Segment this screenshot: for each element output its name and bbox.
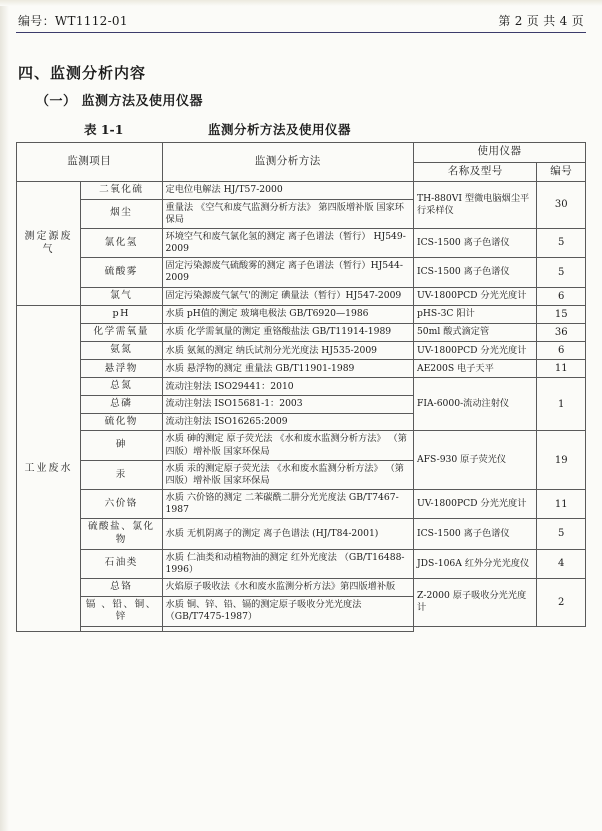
page-header (0, 8, 602, 38)
instrument-text: UV-1800PCD 分光光度计 (413, 287, 537, 305)
instrument-number: 2 (537, 578, 586, 626)
header-method: 监测分析方法 (162, 143, 413, 182)
instrument-text: pHS-3C 阳计 (413, 305, 537, 323)
item-label: 化学需氧量 (80, 323, 162, 341)
method-text: 流动注射法 ISO29441：2010 (162, 378, 413, 396)
item-label: 悬浮物 (80, 360, 162, 378)
table-row (17, 489, 586, 518)
instrument-text: FIA-6000-流动注射仪 (413, 378, 537, 431)
instrument-text: ICS-1500 离子色谱仪 (413, 228, 537, 257)
table-row (17, 360, 586, 378)
item-label: 镉 、铅、铜、锌 (80, 596, 162, 626)
method-text: 水质 化学需氧量的测定 重铬酸盐法 GB/T11914-1989 (162, 323, 413, 341)
group-label-waste-water: 工业废水 (17, 305, 81, 631)
header-item: 监测项目 (17, 143, 163, 182)
method-text (162, 626, 413, 631)
table-row (17, 519, 586, 549)
monitoring-methods-table (16, 142, 586, 632)
section-heading: 四、监测分析内容 (18, 64, 147, 82)
item-label: 硫酸雾 (80, 258, 162, 287)
item-label: 总氮 (80, 378, 162, 396)
instrument-text: AFS-930 原子荧光仪 (413, 431, 537, 490)
item-label: 六价铬 (80, 489, 162, 518)
method-text: 水质 无机阴离子的测定 离子色谱法 (HJ/T84-2001) (162, 519, 413, 549)
item-label: 总铬 (80, 578, 162, 596)
instrument-number: 36 (537, 323, 586, 341)
header-instrument-no: 编号 (537, 162, 586, 182)
item-label: pH (80, 305, 162, 323)
instrument-number: 5 (537, 519, 586, 549)
table-row (17, 258, 586, 287)
method-text: 水质 氨氮的测定 纳氏试剂分光光度法 HJ535-2009 (162, 342, 413, 360)
item-label: 二氧化硫 (80, 182, 162, 200)
table-row (17, 305, 586, 323)
item-label: 烟尘 (80, 199, 162, 228)
instrument-number: 6 (537, 342, 586, 360)
item-label (80, 626, 162, 631)
subsection-heading: （一） 监测方法及使用仪器 (36, 94, 204, 109)
group-label-waste-gas: 测定源废气 (17, 182, 81, 306)
header-instrument-name: 名称及型号 (413, 162, 537, 182)
table-row (17, 342, 586, 360)
item-label: 总磷 (80, 396, 162, 414)
method-text: 流动注射法 ISO16265:2009 (162, 413, 413, 431)
instrument-text: AE200S 电子天平 (413, 360, 537, 378)
instrument-number: 1 (537, 378, 586, 431)
table-row (17, 182, 586, 200)
instrument-text: TH-880VI 型微电脑烟尘平行采样仪 (413, 182, 537, 229)
table-row (17, 431, 586, 460)
method-text: 水质 六价铬的测定 二苯碳酰二肼分光光度法 GB/T7467-1987 (162, 489, 413, 518)
instrument-text: UV-1800PCD 分光光度计 (413, 342, 537, 360)
method-text: 重量法 《空气和废气监测分析方法》 第四版增补版 国家环保局 (162, 199, 413, 228)
instrument-number: 15 (537, 305, 586, 323)
instrument-text: ICS-1500 离子色谱仪 (413, 258, 537, 287)
method-text: 环境空气和废气氯化氢的测定 离子色谱法（暂行） HJ549-2009 (162, 228, 413, 257)
instrument-number: 6 (537, 287, 586, 305)
item-label: 砷 (80, 431, 162, 460)
table-row (17, 228, 586, 257)
header-divider (16, 32, 586, 33)
method-text: 定电位电解法 HJ/T57-2000 (162, 182, 413, 200)
document-number: 编号：WT1112-01 (18, 14, 128, 28)
instrument-number: 30 (537, 182, 586, 229)
item-label: 氨氮 (80, 342, 162, 360)
item-label: 氯化氢 (80, 228, 162, 257)
method-text: 水质 砷的测定 原子荧光法 《水和废水监测分析方法》 （第四版）增补版 国家环保局 (162, 431, 413, 460)
table-row (17, 323, 586, 341)
instrument-text: JDS-106A 红外分光光度仪 (413, 549, 537, 578)
table-row (17, 549, 586, 578)
page-top-edge (0, 0, 602, 6)
table-caption-number: 表 1-1 (84, 122, 124, 137)
table-row (17, 378, 586, 396)
table-row (17, 578, 586, 596)
page-number: 第 2 页 共 4 页 (498, 14, 584, 28)
instrument-number: 11 (537, 360, 586, 378)
instrument-text: 50ml 酸式滴定管 (413, 323, 537, 341)
table-caption-title: 监测分析方法及使用仪器 (208, 122, 352, 137)
instrument-text: UV-1800PCD 分光光度计 (413, 489, 537, 518)
method-text: 流动注射法 ISO15681-1：2003 (162, 396, 413, 414)
item-label: 石油类 (80, 549, 162, 578)
method-text: 水质 悬浮物的测定 重量法 GB/T11901-1989 (162, 360, 413, 378)
page-left-edge (0, 0, 9, 831)
method-text: 水质 汞的测定原子荧光法 《水和废水监测分析方法》 （第四版）增补版 国家环保局 (162, 460, 413, 489)
table-header-row-1 (17, 143, 586, 163)
instrument-number: 11 (537, 489, 586, 518)
item-label: 硫酸盐、氯化物 (80, 519, 162, 549)
method-text: 固定污染源废气硫酸雾的测定 离子色谱法（暂行）HJ544-2009 (162, 258, 413, 287)
method-text: 固定污染源废气氯气'的测定 碘量法（暂行）HJ547-2009 (162, 287, 413, 305)
instrument-number: 19 (537, 431, 586, 490)
header-instrument: 使用仪器 (413, 143, 585, 163)
item-label: 汞 (80, 460, 162, 489)
method-text: 火焰原子吸收法《水和废水监测分析方法》第四版增补版 (162, 578, 413, 596)
instrument-number: 5 (537, 258, 586, 287)
method-text: 水质 铜、锌、铅、镉的测定原子吸收分光光度法（GB/T7475-1987） (162, 596, 413, 626)
method-text: 水质 pH值的测定 玻璃电极法 GB/T6920—1986 (162, 305, 413, 323)
instrument-text: Z-2000 原子吸收分光光度计 (413, 578, 537, 626)
table-row (17, 626, 586, 631)
item-label: 硫化物 (80, 413, 162, 431)
item-label: 氯气 (80, 287, 162, 305)
instrument-text: ICS-1500 离子色谱仪 (413, 519, 537, 549)
instrument-number: 4 (537, 549, 586, 578)
method-text: 水质 仁油类和动植物油的测定 红外光度法 （GB/T16488-1996） (162, 549, 413, 578)
table-row (17, 287, 586, 305)
instrument-number: 5 (537, 228, 586, 257)
